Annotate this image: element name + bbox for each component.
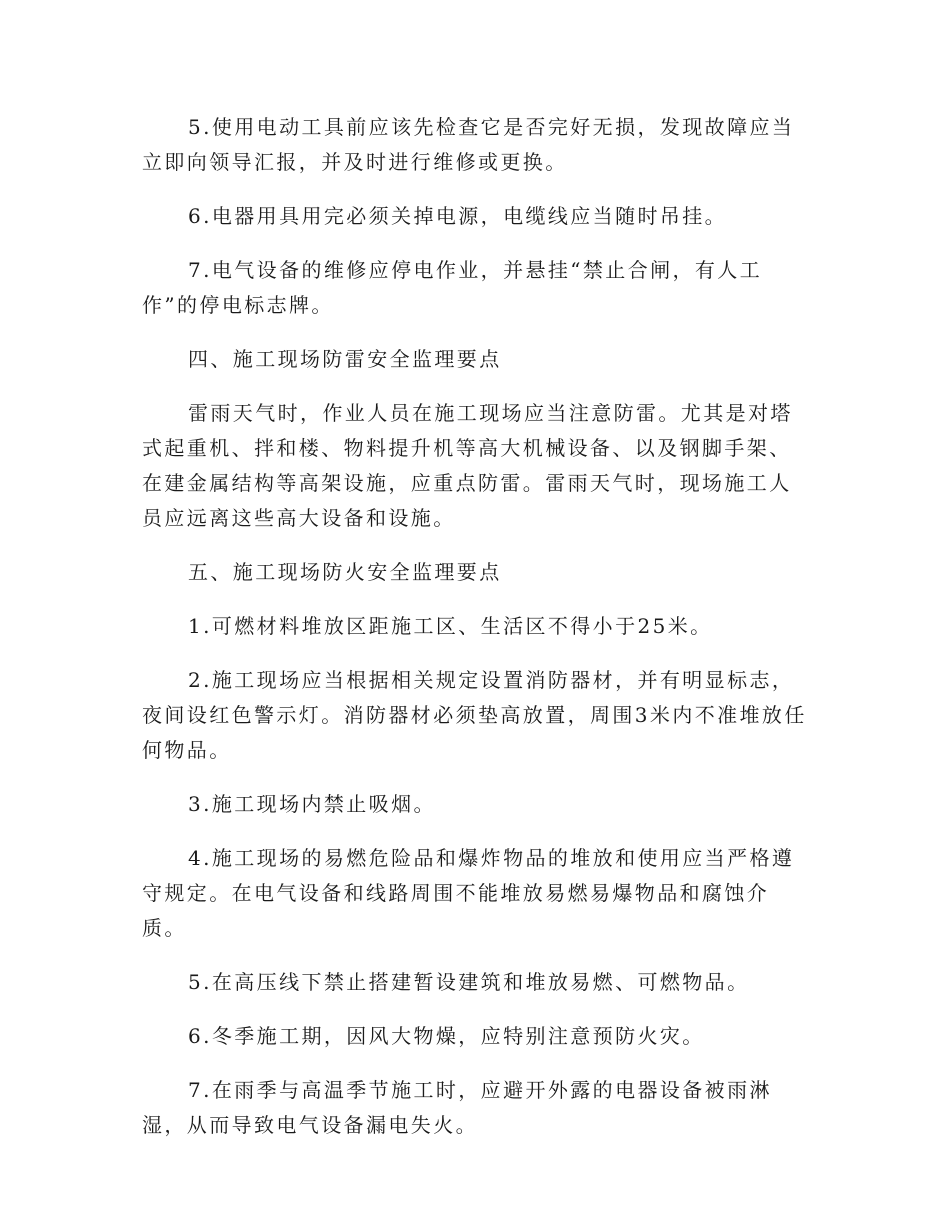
paragraph-lightning-protection: 雷雨天气时，作业人员在施工现场应当注意防雷。尤其是对塔式起重机、拌和楼、物料提升机等高大机械设备、以及钢脚手架、在建金属结构等高架设施，应重点防雷。雷雨天气时，现场施工人员应远离这些高大设备和设施。	[142, 401, 793, 530]
paragraph-fire-4: 4.施工现场的易燃危险品和爆炸物品的堆放和使用应当严格遵守规定。在电气设备和线路周围不能堆放易燃易爆物品和腐蚀介质。	[142, 846, 795, 940]
paragraph-fire-2: 2.施工现场应当根据相关规定设置消防器材，并有明显标志，夜间设红色警示灯。消防器材必须垫高放置，周围3米内不准堆放任何物品。	[142, 668, 807, 762]
section-heading-fire: 五、施工现场防火安全监理要点	[188, 560, 502, 584]
paragraph-fire-3: 3.施工现场内禁止吸烟。	[188, 792, 436, 816]
paragraph-maintenance-power-cut: 7.电气设备的维修应停电作业，并悬挂“禁止合闸，有人工作”的停电标志牌。	[142, 258, 763, 317]
document-body	[142, 110, 807, 1162]
section-heading-lightning: 四、施工现场防雷安全监理要点	[188, 347, 502, 371]
paragraph-appliance-power-off: 6.电器用具用完必须关掉电源，电缆线应当随时吊挂。	[188, 204, 728, 228]
paragraph-electric-tools-check: 5.使用电动工具前应该先检查它是否完好无损，发现故障应当立即向领导汇报，并及时进行维修或更换。	[142, 115, 795, 174]
paragraph-fire-7: 7.在雨季与高温季节施工时，应避开外露的电器设备被雨淋湿，从而导致电气设备漏电失火。	[142, 1078, 772, 1137]
paragraph-fire-6: 6.冬季施工期，因风大物燥，应特别注意预防火灾。	[188, 1024, 705, 1048]
paragraph-fire-1: 1.可燃材料堆放区距施工区、生活区不得小于25米。	[188, 614, 713, 638]
paragraph-fire-5: 5.在高压线下禁止搭建暂设建筑和堆放易燃、可燃物品。	[188, 970, 750, 994]
